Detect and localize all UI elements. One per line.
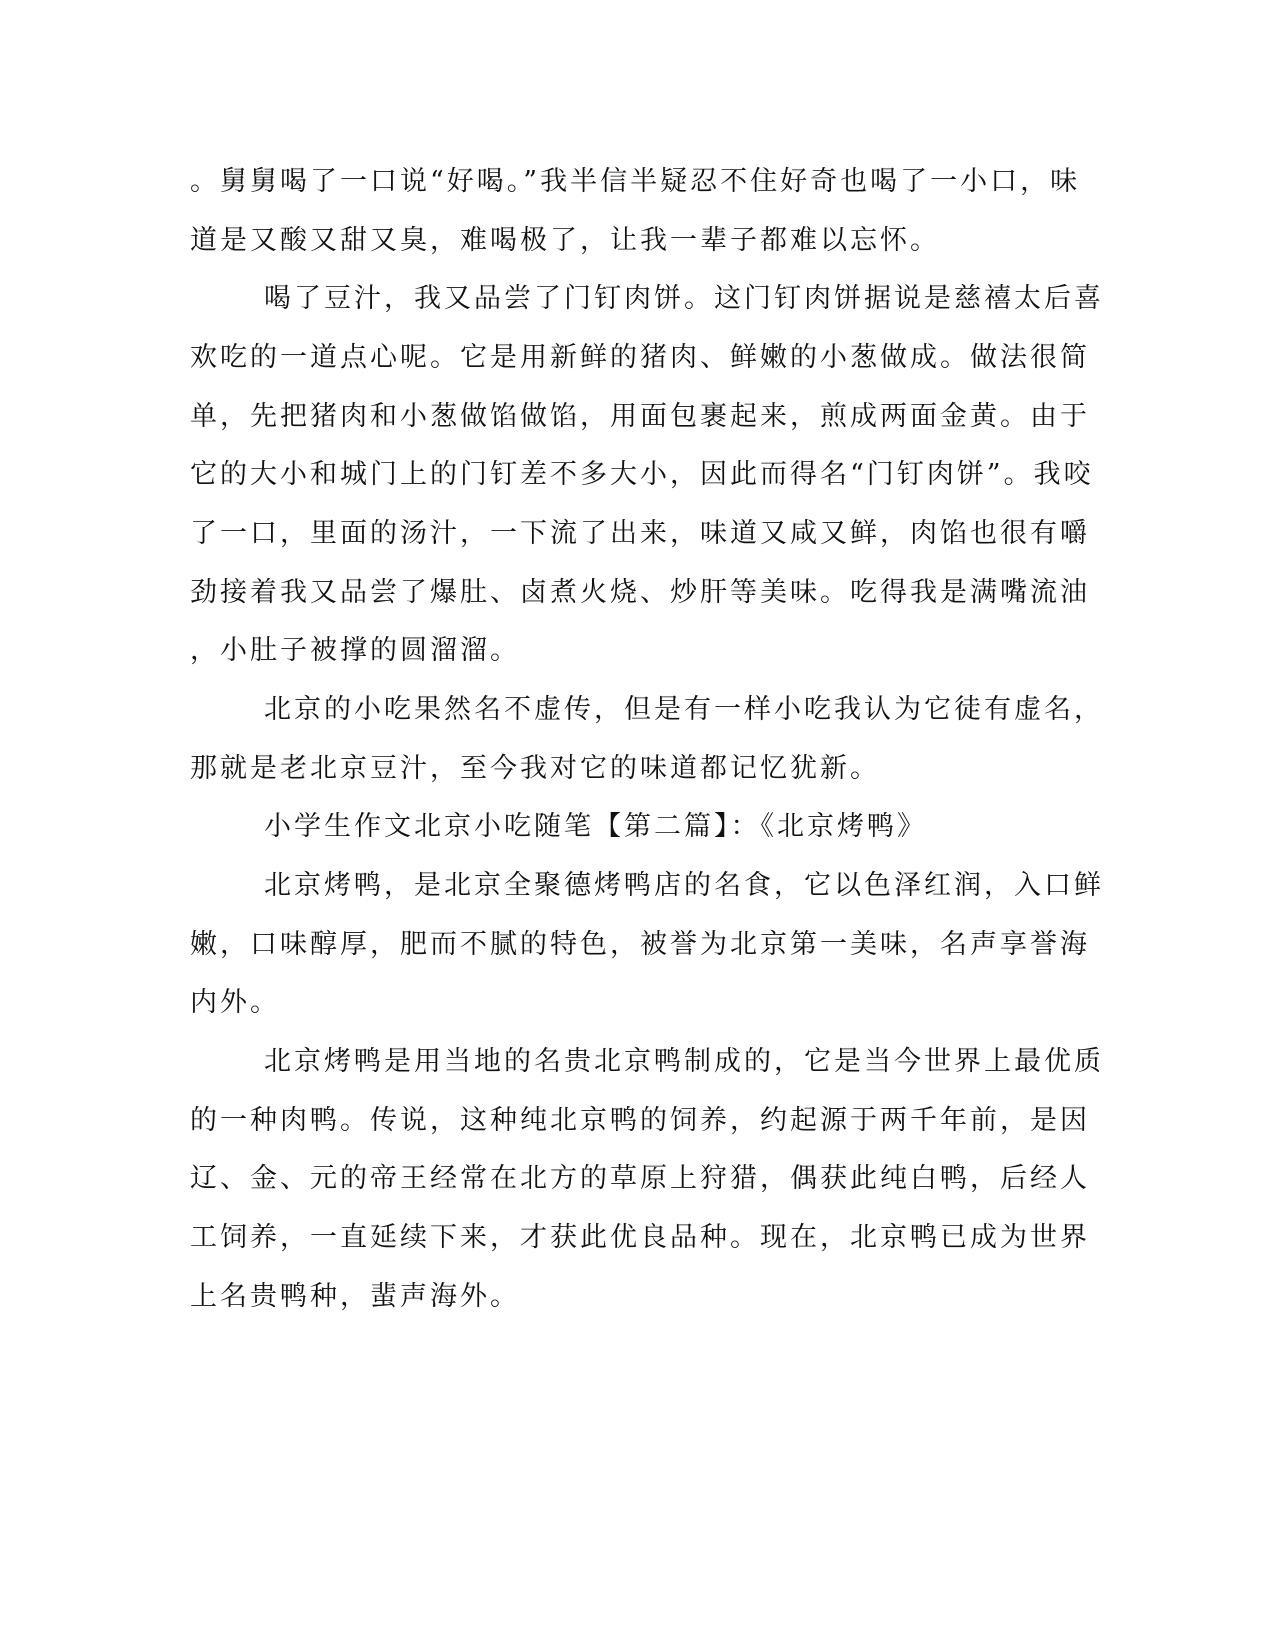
section-heading: 小学生作文北京小吃随笔【第二篇】：《北京烤鸭》 <box>264 811 927 842</box>
paragraph-start: 北京的小吃果然名不虚传，但是有一样小吃我认为它徒有虚名， <box>264 694 1104 725</box>
text-line: 道是又酸又甜又臭，难喝极了，让我一辈子都难以忘怀。 <box>190 225 940 256</box>
paragraph-start: 北京烤鸭，是北京全聚德烤鸭店的名食，它以色泽红润，入口鲜 <box>264 870 1104 901</box>
text-line: 了一口，里面的汤汁，一下流了出来，味道又咸又鲜，肉馅也很有嚼 <box>190 518 1090 549</box>
text-line: 上名贵鸭种，蜚声海外。 <box>190 1281 520 1312</box>
text-line: 劲接着我又品尝了爆肚、卤煮火烧、炒肝等美味。吃得我是满嘴流油 <box>190 577 1090 608</box>
text-line: 内外。 <box>190 987 280 1018</box>
text-line: 辽、金、元的帝王经常在北方的草原上狩猎，偶获此纯白鸭，后经人 <box>190 1163 1090 1194</box>
text-line: 的一种肉鸭。传说，这种纯北京鸭的饲养，约起源于两千年前，是因 <box>190 1105 1090 1136</box>
text-line: 工饲养，一直延续下来，才获此优良品种。现在，北京鸭已成为世界 <box>190 1222 1090 1253</box>
text-line: 。舅舅喝了一口说“好喝。”我半信半疑忍不住好奇也喝了一小口，味 <box>190 166 1081 197</box>
text-line: 单，先把猪肉和小葱做馅做馅，用面包裹起来，煎成两面金黄。由于 <box>190 401 1090 432</box>
text-line: ，小肚子被撑的圆溜溜。 <box>190 635 520 666</box>
paragraph-start: 喝了豆汁，我又品尝了门钉肉饼。这门钉肉饼据说是慈禧太后喜 <box>264 283 1104 314</box>
text-line: 欢吃的一道点心呢。它是用新鲜的猪肉、鲜嫩的小葱做成。做法很简 <box>190 342 1090 373</box>
text-line: 嫩，口味醇厚，肥而不腻的特色，被誉为北京第一美味，名声享誉海 <box>190 929 1090 960</box>
text-line: 它的大小和城门上的门钉差不多大小，因此而得名“门钉肉饼”。我咬 <box>190 459 1094 490</box>
paragraph-start: 北京烤鸭是用当地的名贵北京鸭制成的，它是当今世界上最优质 <box>264 1046 1104 1077</box>
text-line: 那就是老北京豆汁，至今我对它的味道都记忆犹新。 <box>190 753 880 784</box>
